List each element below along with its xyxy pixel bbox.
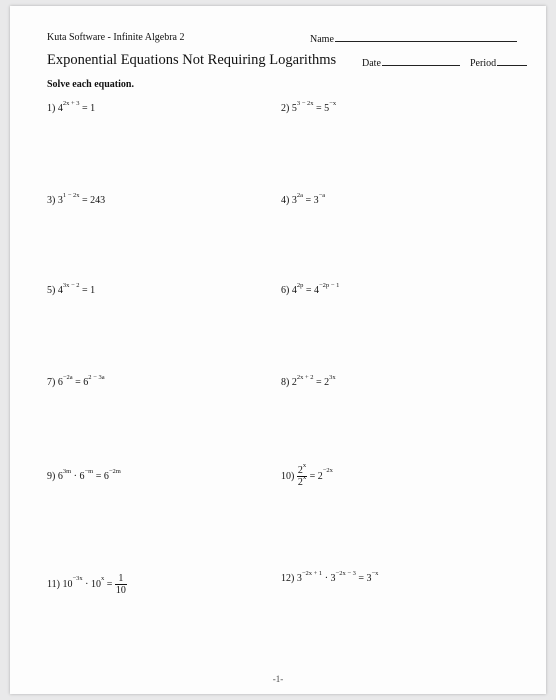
rhs-exponent: 2 − 3a — [88, 373, 105, 381]
rhs-base: = 4 — [303, 285, 319, 296]
page-number: -1- — [272, 674, 284, 684]
problem-number: 2) — [281, 103, 290, 114]
rhs-base: = 3 — [302, 195, 319, 206]
fraction — [115, 573, 127, 596]
problem-6 — [281, 281, 340, 296]
numerator: 1 — [115, 573, 127, 585]
rhs: = 1 — [79, 285, 96, 296]
problem-number: 9) — [47, 471, 56, 482]
exponent: 2x + 2 — [296, 373, 314, 381]
problem-8 — [281, 373, 336, 388]
exponent: 3m — [62, 467, 72, 475]
exponent: −3x — [72, 575, 83, 583]
period-label: Period — [470, 58, 497, 69]
exponent: 3x − 2 — [62, 281, 80, 289]
rhs-exponent: −x — [329, 99, 337, 107]
exponent: 3 − 2x — [296, 99, 314, 107]
problem-number: 6) — [281, 285, 290, 296]
software-credit: Kuta Software - Infinite Algebra 2 — [47, 32, 185, 43]
rhs-base: = 6 — [93, 471, 109, 482]
problem-number: 11) — [47, 578, 60, 590]
problem-number: 1) — [47, 103, 56, 114]
rhs-exponent: −2x — [322, 467, 333, 475]
worksheet-page — [10, 6, 546, 694]
problem-5 — [47, 281, 96, 296]
problem-number: 3) — [47, 195, 56, 206]
equals: = — [104, 578, 113, 590]
base: 5 — [291, 103, 297, 114]
rhs-base: = 5 — [313, 103, 330, 114]
date-field — [362, 56, 460, 69]
rhs-exponent: 3x — [329, 373, 336, 381]
exponent: 2p — [296, 281, 304, 289]
problem-number: 5) — [47, 285, 56, 296]
numerator: 2$^x$ — [297, 461, 307, 476]
base: 4 — [57, 103, 63, 114]
exponent: 2a — [296, 191, 303, 199]
problem-3 — [47, 191, 106, 206]
exponent: 2x + 3 — [62, 99, 80, 107]
second-exponent: −m — [84, 467, 94, 475]
exponent: −2x + 1 — [301, 569, 323, 577]
problem-number: 4) — [281, 195, 290, 206]
rhs: = 243 — [79, 195, 106, 206]
date-label: Date — [362, 58, 381, 69]
problem-10 — [281, 461, 333, 488]
base: 6 — [57, 377, 63, 388]
problem-9 — [47, 467, 121, 482]
second-base: · 6 — [71, 471, 85, 482]
rhs-exponent: −a — [318, 191, 326, 199]
rhs-exponent: −2p − 1 — [318, 281, 340, 289]
second-base: · 10 — [82, 578, 101, 590]
rhs-base: = 2 — [313, 377, 330, 388]
base: 4 — [57, 285, 63, 296]
problem-number: 12) — [281, 573, 295, 584]
problem-number: 7) — [47, 377, 56, 388]
problem-7 — [47, 373, 105, 388]
rhs-base: = 3 — [355, 573, 372, 584]
exponent: 1 − 2x — [62, 191, 80, 199]
problem-12 — [281, 569, 379, 584]
name-blank-line — [335, 32, 517, 42]
name-label: Name — [310, 34, 334, 45]
rhs-base: = 6 — [72, 377, 89, 388]
problem-number: 8) — [281, 377, 290, 388]
worksheet-title: Exponential Equations Not Requiring Logarithms — [47, 52, 337, 68]
exponent: −2a — [62, 373, 73, 381]
base: 3 — [296, 573, 302, 584]
problem-11 — [47, 573, 127, 596]
rhs-exponent: −x — [371, 569, 379, 577]
base: 3 — [291, 195, 297, 206]
problem-number: 10) — [281, 470, 295, 482]
base: 10 — [62, 578, 73, 590]
base: 4 — [291, 285, 297, 296]
problem-1 — [47, 99, 96, 114]
rhs: = 1 — [79, 103, 96, 114]
problem-4 — [281, 191, 326, 206]
name-field — [310, 32, 517, 45]
period-blank-line — [497, 56, 527, 66]
date-blank-line — [382, 56, 460, 66]
rhs-exponent: −2m — [108, 467, 121, 475]
period-field — [470, 56, 527, 69]
instructions: Solve each equation. — [47, 79, 134, 90]
rhs-base: = 2 — [307, 470, 323, 482]
denominator: 10 — [115, 585, 126, 596]
second-base: · 3 — [322, 573, 336, 584]
fraction — [297, 461, 307, 488]
base: 6 — [57, 471, 63, 482]
second-exponent: −2x − 3 — [335, 569, 356, 577]
base: 3 — [57, 195, 63, 206]
base: 2 — [291, 377, 297, 388]
problem-2 — [281, 99, 337, 114]
second-exponent: x — [100, 575, 105, 583]
denominator: 2$^x$ — [297, 473, 307, 488]
